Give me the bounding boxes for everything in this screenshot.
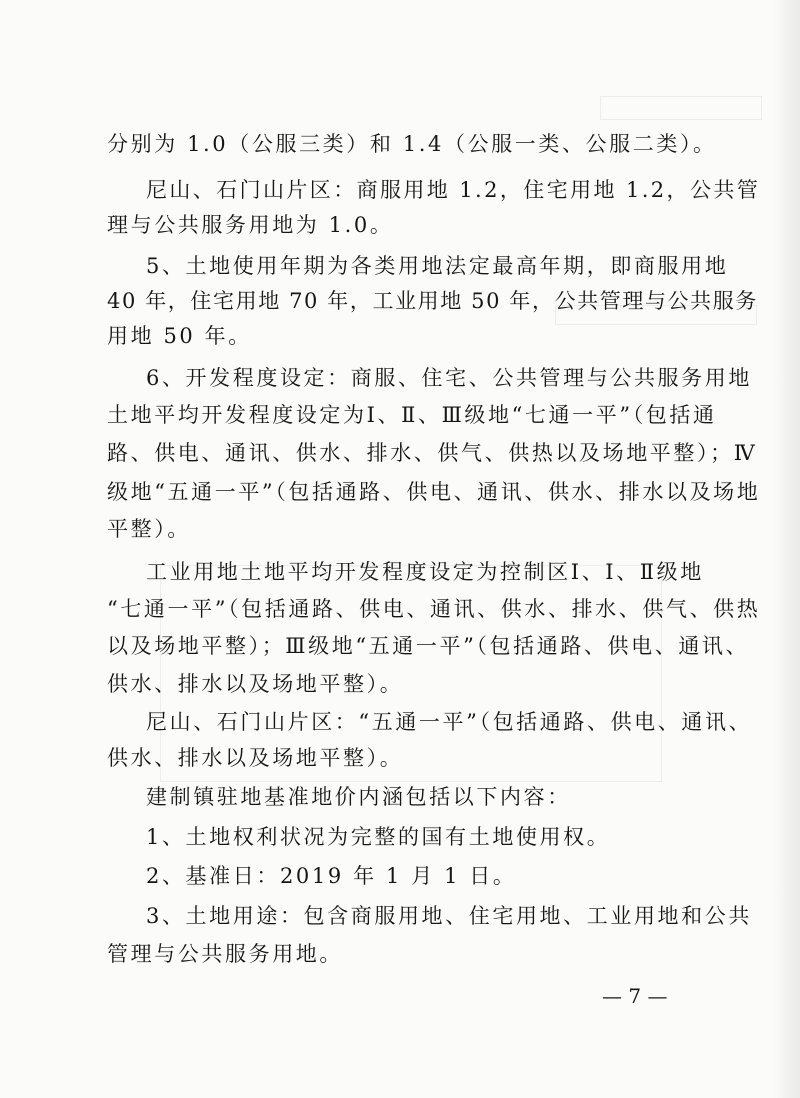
text-line: 路、供电、通讯、供水、排水、供气、供热以及场地平整）；Ⅳ bbox=[107, 441, 758, 465]
text-line: 土地平均开发程度设定为Ⅰ、Ⅱ、Ⅲ级地“七通一平”（包括通 bbox=[107, 403, 717, 427]
text-line: 40 年，住宅用地 70 年，工业用地 50 年，公共管理与公共服务 bbox=[107, 289, 758, 313]
text-line: 工业用地土地平均开发程度设定为控制区Ⅰ、Ⅰ、Ⅱ级地 bbox=[146, 560, 704, 584]
text-line: 2、基准日：2019 年 1 月 1 日。 bbox=[146, 864, 517, 888]
text-line: 6、开发程度设定：商服、住宅、公共管理与公共服务用地 bbox=[146, 366, 752, 390]
text-line: 级地“五通一平”（包括通路、供电、通讯、供水、排水以及场地 bbox=[107, 480, 761, 504]
text-line: 5、土地使用年期为各类用地法定最高年期，即商服用地 bbox=[146, 254, 729, 278]
text-line: 管理与公共服务用地。 bbox=[107, 942, 343, 966]
show-through-mark bbox=[600, 96, 762, 120]
text-line: 用地 50 年。 bbox=[107, 324, 252, 348]
text-line: 供水、排水以及场地平整）。 bbox=[107, 746, 404, 770]
text-line: 1、土地权利状况为完整的国有土地使用权。 bbox=[146, 825, 611, 849]
text-line: 供水、排水以及场地平整）。 bbox=[107, 672, 404, 696]
text-line: “七通一平”（包括通路、供电、通讯、供水、排水、供气、供热 bbox=[107, 597, 761, 621]
text-line: 尼山、石门山片区：商服用地 1.2，住宅用地 1.2，公共管 bbox=[146, 178, 761, 202]
text-line: 理与公共服务用地为 1.0。 bbox=[107, 213, 394, 237]
text-line: 3、土地用途：包含商服用地、住宅用地、工业用地和公共 bbox=[146, 904, 752, 928]
text-line: 尼山、石门山片区：“五通一平”（包括通路、供电、通讯、 bbox=[146, 710, 753, 734]
text-line: 分别为 1.0（公服三类）和 1.4（公服一类、公服二类）。 bbox=[107, 132, 717, 156]
page-number: — 7 — bbox=[602, 984, 668, 1008]
text-line: 建制镇驻地基准地价内涵包括以下内容： bbox=[146, 785, 571, 809]
text-line: 平整）。 bbox=[107, 517, 191, 541]
text-line: 以及场地平整）；Ⅲ级地“五通一平”（包括通路、供电、通讯、 bbox=[107, 634, 750, 658]
scan-edge-shadow bbox=[774, 0, 800, 1098]
